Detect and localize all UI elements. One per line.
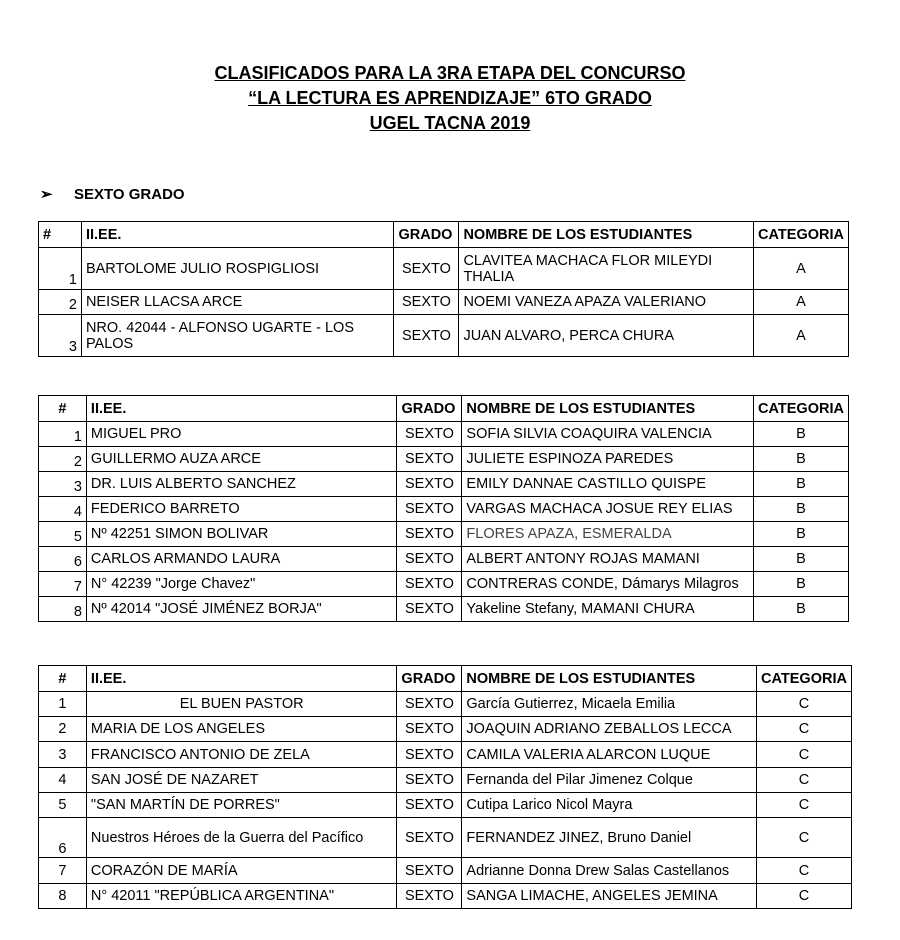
row-students: Adrianne Donna Drew Salas Castellanos [462,858,757,884]
row-school: Nº 42014 "JOSÉ JIMÉNEZ BORJA" [86,597,397,622]
row-grade: SEXTO [397,447,462,472]
row-category: C [756,717,851,742]
header-num: # [39,396,87,422]
row-grade: SEXTO [397,692,462,717]
row-students: CLAVITEA MACHACA FLOR MILEYDI THALIA [459,248,754,290]
row-num: 7 [39,858,87,884]
row-num: 8 [39,597,87,622]
table-row [39,290,849,315]
row-school: SAN JOSÉ DE NAZARET [86,768,397,793]
row-num: 4 [39,768,87,793]
table-category-a [38,221,849,357]
table-row [39,884,852,909]
row-students: García Gutierrez, Micaela Emilia [462,692,757,717]
title-line-2: “LA LECTURA ES APRENDIZAJE” 6TO GRADO [248,88,652,108]
table-row [39,597,849,622]
row-grade: SEXTO [397,858,462,884]
header-category: CATEGORIA [756,666,851,692]
row-students: EMILY DANNAE CASTILLO QUISPE [462,472,754,497]
table-row [39,818,852,858]
row-category: A [754,248,849,290]
row-category: B [754,422,849,447]
header-students: NOMBRE DE LOS ESTUDIANTES [462,396,754,422]
header-grade: GRADO [397,666,462,692]
header-school: II.EE. [81,222,394,248]
row-num: 3 [39,742,87,768]
row-school: FRANCISCO ANTONIO DE ZELA [86,742,397,768]
row-school: Nuestros Héroes de la Guerra del Pacífico [86,818,397,858]
row-category: C [756,768,851,793]
header-students: NOMBRE DE LOS ESTUDIANTES [462,666,757,692]
row-school: Nº 42251 SIMON BOLIVAR [86,522,397,547]
table-row [39,472,849,497]
row-grade: SEXTO [394,315,459,357]
title-line-1: CLASIFICADOS PARA LA 3RA ETAPA DEL CONCURSO [214,63,686,83]
row-grade: SEXTO [397,522,462,547]
header-school: II.EE. [86,666,397,692]
row-students: ALBERT ANTONY ROJAS MAMANI [462,547,754,572]
row-category: C [756,858,851,884]
row-category: B [754,597,849,622]
table-row [39,422,849,447]
row-school: NRO. 42044 - ALFONSO UGARTE - LOS PALOS [81,315,394,357]
row-grade: SEXTO [397,497,462,522]
row-students: FLORES APAZA, ESMERALDA [462,522,754,547]
table-row [39,768,852,793]
row-category: C [756,884,851,909]
row-grade: SEXTO [397,597,462,622]
row-num: 6 [39,818,87,858]
table-row [39,692,852,717]
row-num: 7 [39,572,87,597]
row-school: CARLOS ARMANDO LAURA [86,547,397,572]
row-num: 6 [39,547,87,572]
row-school: EL BUEN PASTOR [86,692,397,717]
row-num: 8 [39,884,87,909]
row-grade: SEXTO [397,472,462,497]
row-school: NEISER LLACSA ARCE [81,290,394,315]
row-school: GUILLERMO AUZA ARCE [86,447,397,472]
table-row [39,717,852,742]
row-category: B [754,447,849,472]
row-num: 1 [39,692,87,717]
table-row [39,547,849,572]
row-students: JUAN ALVARO, PERCA CHURA [459,315,754,357]
row-category: B [754,547,849,572]
table-category-c [38,665,852,909]
row-school: DR. LUIS ALBERTO SANCHEZ [86,472,397,497]
row-students: Fernanda del Pilar Jimenez Colque [462,768,757,793]
row-grade: SEXTO [397,793,462,818]
row-grade: SEXTO [397,717,462,742]
header-grade: GRADO [394,222,459,248]
header-students: NOMBRE DE LOS ESTUDIANTES [459,222,754,248]
row-category: C [756,742,851,768]
row-grade: SEXTO [394,248,459,290]
row-category: B [754,472,849,497]
row-category: A [754,290,849,315]
section-heading [40,185,185,203]
section-label: SEXTO GRADO [74,186,185,203]
row-grade: SEXTO [397,768,462,793]
row-school: CORAZÓN DE MARÍA [86,858,397,884]
row-school: BARTOLOME JULIO ROSPIGLIOSI [81,248,394,290]
row-students: SANGA LIMACHE, ANGELES JEMINA [462,884,757,909]
row-category: C [756,818,851,858]
arrow-bullet-icon: ➢ [40,186,53,203]
row-students: JOAQUIN ADRIANO ZEBALLOS LECCA [462,717,757,742]
table-row [39,572,849,597]
row-school: FEDERICO BARRETO [86,497,397,522]
row-num: 2 [39,290,82,315]
row-school: N° 42239 "Jorge Chavez" [86,572,397,597]
header-category: CATEGORIA [754,222,849,248]
table-row [39,793,852,818]
row-category: A [754,315,849,357]
row-students: CAMILA VALERIA ALARCON LUQUE [462,742,757,768]
row-grade: SEXTO [397,742,462,768]
row-school: "SAN MARTÍN DE PORRES" [86,793,397,818]
table-header-row [39,222,849,248]
title-line-3: UGEL TACNA 2019 [369,113,531,133]
row-num: 4 [39,497,87,522]
row-grade: SEXTO [397,422,462,447]
row-num: 2 [39,447,87,472]
row-num: 1 [39,422,87,447]
document-title [0,61,900,136]
row-students: Yakeline Stefany, MAMANI CHURA [462,597,754,622]
table-row [39,497,849,522]
table-row [39,742,852,768]
header-category: CATEGORIA [754,396,849,422]
table-row [39,248,849,290]
table-header-row [39,396,849,422]
row-school: MARIA DE LOS ANGELES [86,717,397,742]
row-students: VARGAS MACHACA JOSUE REY ELIAS [462,497,754,522]
row-students: FERNANDEZ JINEZ, Bruno Daniel [462,818,757,858]
table-row [39,858,852,884]
row-students: CONTRERAS CONDE, Dámarys Milagros [462,572,754,597]
table-row [39,315,849,357]
header-num: # [39,666,87,692]
row-num: 3 [39,315,82,357]
table-category-b [38,395,849,622]
row-category: B [754,522,849,547]
row-grade: SEXTO [397,572,462,597]
row-grade: SEXTO [394,290,459,315]
row-category: C [756,793,851,818]
row-num: 1 [39,248,82,290]
row-num: 2 [39,717,87,742]
row-num: 5 [39,522,87,547]
row-students: Cutipa Larico Nicol Mayra [462,793,757,818]
header-grade: GRADO [397,396,462,422]
row-num: 3 [39,472,87,497]
row-grade: SEXTO [397,884,462,909]
row-grade: SEXTO [397,547,462,572]
header-num: # [39,222,82,248]
row-category: C [756,692,851,717]
row-category: B [754,497,849,522]
row-school: N° 42011 "REPÚBLICA ARGENTINA" [86,884,397,909]
row-school: MIGUEL PRO [86,422,397,447]
row-num: 5 [39,793,87,818]
row-grade: SEXTO [397,818,462,858]
row-students: SOFIA SILVIA COAQUIRA VALENCIA [462,422,754,447]
table-row [39,522,849,547]
row-category: B [754,572,849,597]
table-header-row [39,666,852,692]
row-students: JULIETE ESPINOZA PAREDES [462,447,754,472]
table-row [39,447,849,472]
header-school: II.EE. [86,396,397,422]
row-students: NOEMI VANEZA APAZA VALERIANO [459,290,754,315]
